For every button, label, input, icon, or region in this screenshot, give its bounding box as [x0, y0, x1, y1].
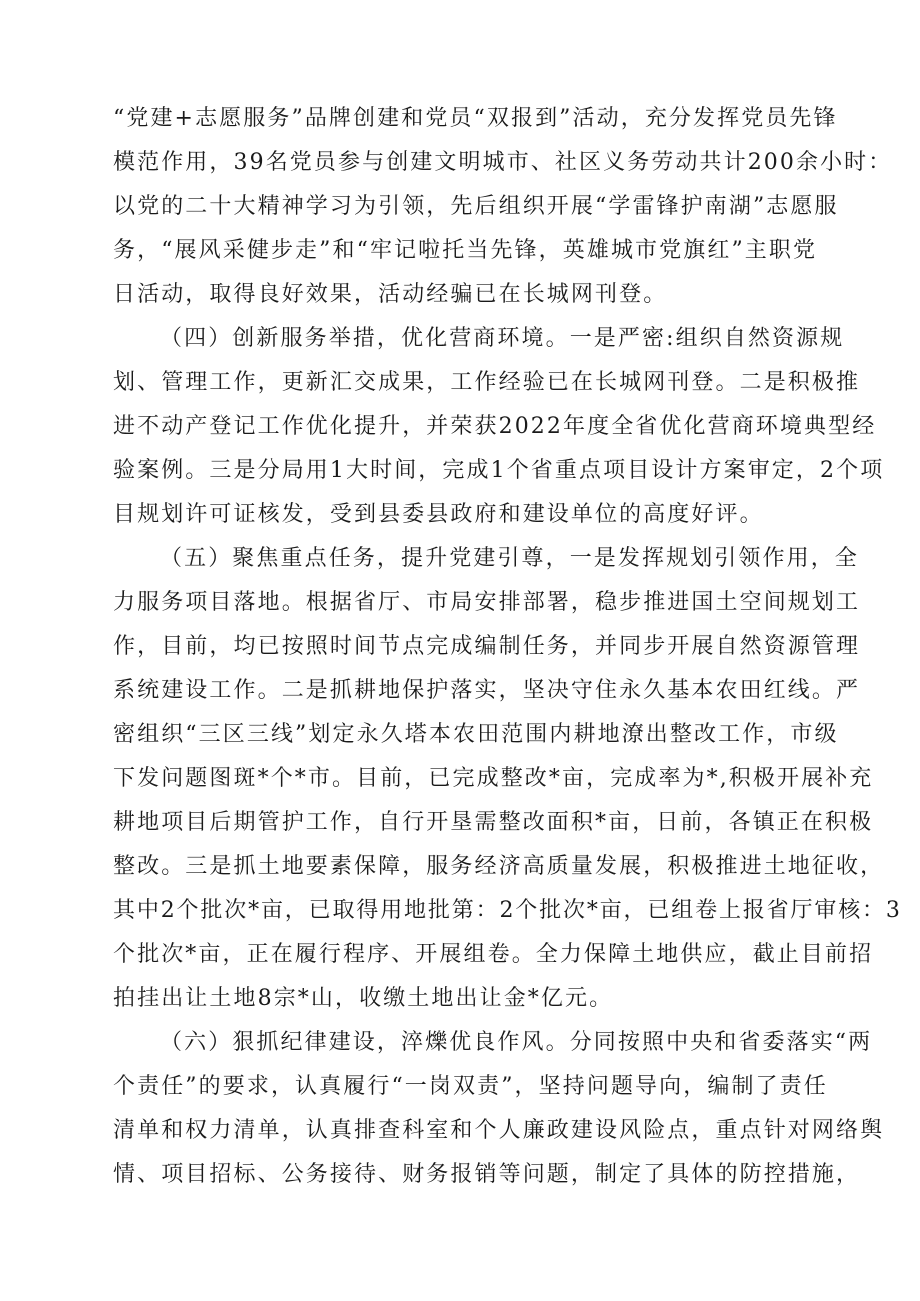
text-line: 划、管理工作，更新汇交成果，工作经验已在长城网刊登。二是积极推	[113, 370, 861, 395]
text-line: 清单和权力清单，认真排查科室和个人廉政建设风险点，重点针对网络舆	[113, 1118, 885, 1143]
text-line: 密组织“三区三线”划定永久塔本农田范围内耕地潦出整改工作，市级	[113, 722, 839, 747]
text-line: 目规划许可证核发，受到县委县政府和建设单位的高度好评。	[113, 502, 764, 527]
text-line: “党建+志愿服务”品牌创建和党员“双报到”活动，充分发挥党员先锋	[113, 106, 838, 131]
text-line: 务，“展风采健步走”和“牢记啦托当先锋，英雄城市党旗红”主职党	[113, 238, 818, 263]
text-line: 进不动产登记工作优化提升，并荣获2022年度全省优化营商环境典型经	[113, 414, 877, 439]
text-line: 整改。三是抓土地要素保障，服务经济高质量发展，积极推进土地征收，	[113, 854, 885, 879]
text-line: 情、项目招标、公务接待、财务报销等问题，制定了具体的防控措施，	[113, 1162, 861, 1187]
text-line: 下发问题图斑*个*市。目前，已完成整改*亩，完成率为*,积极开展补充	[113, 766, 874, 791]
text-line: 力服务项目落地。根据省厅、市局安排部署，稳步推进国土空间规划工	[113, 590, 861, 615]
text-line: 耕地项目后期管护工作，自行开垦需整改面积*亩，日前，各镇正在积极	[113, 810, 874, 835]
text-line: 其中2个批次*亩，已取得用地批第：2个批次*亩，已组卷上报省厅审核：3	[113, 898, 902, 923]
text-line: 模范作用，39名党员参与创建文明城市、社区义务劳动共计200余小时：	[113, 150, 893, 175]
paragraph-heading-line: （五）聚焦重点任务，提升党建引尊，一是发挥规划引领作用，全	[160, 546, 859, 571]
text-line: 验案例。三是分局用1大时间，完成1个省重点项目设计方案审定，2个项	[113, 458, 885, 483]
text-line: 日活动，取得良好效果，活动经骗已在长城网刊登。	[113, 282, 668, 307]
text-line: 以党的二十大精神学习为引领，先后组织开展“学雷锋护南湖”志愿服	[113, 194, 839, 219]
text-line: 系统建设工作。二是抓耕地保护落实，坚决守住永久基本农田红线。严	[113, 678, 861, 703]
text-line: 个责任”的要求，认真履行“一岗双责”，坚持问题导向，编制了责任	[113, 1074, 828, 1099]
text-line: 拍挂出让土地8宗*山，收缴土地出让金*亿元。	[113, 986, 614, 1011]
paragraph-heading-line: （六）狠抓纪律建设，淬爍优良作风。分同按照中央和省委落实“两	[160, 1030, 873, 1055]
text-line: 作，目前，均已按照时间节点完成编制任务，并同步开展自然资源管理	[113, 634, 861, 659]
paragraph-heading-line: （四）创新服务举措，优化营商环境。一是严密:组织自然资源规	[160, 326, 845, 351]
text-line: 个批次*亩，正在履行程序、开展组卷。全力保障土地供应，截止目前招	[113, 942, 874, 967]
